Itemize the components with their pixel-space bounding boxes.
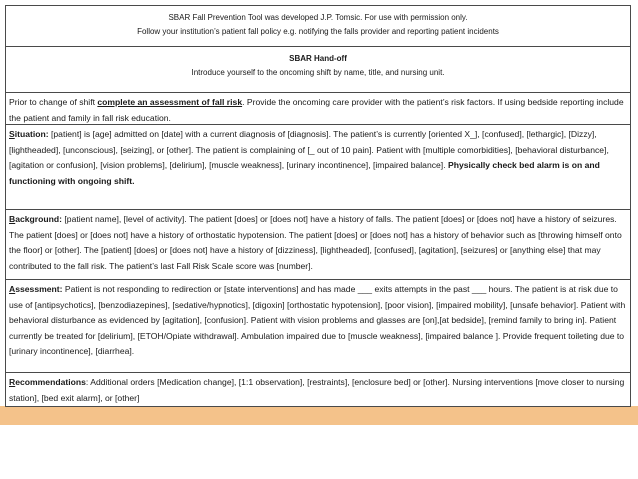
background-label-rest: ackground: bbox=[15, 214, 63, 224]
situation-text: [patient] is [age] admitted on [date] with a current diagnosis of [diagnosis]. The patient’s is currently [oriented X_], [confused], [lethargic], [Dizzy], [lightheaded], [unconscious], [seizing], or [other]. The patient is complaining of [_ out of 10 pain]. Patient with [multiple comorbidities], [behavioral disturbance], [agitation or confusion], [vision problems], [delirium], [muscle weakness], [urinary incontinence], [impaired balance]. bbox=[9, 129, 609, 171]
prior-row bbox=[6, 93, 630, 125]
situation-emphasis: Physically check bed alarm is on and functioning with ongoing shift. bbox=[9, 160, 600, 186]
recommendations-label-initial: R bbox=[9, 377, 16, 387]
recommendations-label-rest: ecommendations bbox=[15, 377, 86, 387]
assessment-text: Patient is not responding to redirection or [state interventions] and has made ___ exits attempts in the past ___ hours. The patient is at risk due to use of [antipsychotics], [benzodiazepines], [sedative/hypnotics], [digoxin] [orthostatic hypotension], [poor vision], [impaired mobility], [unsafe behavior]. Patient with behavioral disturbance as evidenced by [agitation], [confusion]. Patient with vision problems and glasses are [on],[at bedside], [remind family to bring in]. Patient currently be treated for [delirium], [ETOH/Opiate withdrawal]. Ambulation impaired due to [muscle weakness], [impaired balance ]. Provide frequent toileting due to [urinary incontinence], [diarrhea]. bbox=[9, 284, 626, 357]
header-row bbox=[6, 6, 630, 47]
background-row bbox=[6, 210, 630, 280]
assessment-row bbox=[6, 280, 630, 373]
situation-row bbox=[6, 125, 630, 210]
assessment-label-rest: ssessment: bbox=[15, 284, 63, 294]
sbar-table bbox=[5, 5, 631, 407]
prior-lead: Prior to change of shift bbox=[9, 97, 98, 107]
recommendations-text: : Additional orders [Medication change], [1:1 observation], [restraints], [enclosure bed] or [other]. Nursing interventions [move closer to nursing station], [bed exit alarm], or [other] bbox=[9, 377, 625, 403]
accent-bar bbox=[0, 406, 638, 425]
prior-rest: . Provide the oncoming care provider with the patient’s risk factors. If using bedside reporting include the patient and family in fall risk education. bbox=[9, 97, 624, 123]
handoff-title: SBAR Hand-off bbox=[289, 54, 347, 63]
policy-line: Follow your institution’s patient fall policy e.g. notifying the falls provider and reporting patient incidents bbox=[137, 27, 499, 36]
background-label-initial: B bbox=[9, 214, 16, 224]
background-text: [patient name], [level of activity]. The patient [does] or [does not] have a history of falls. The patient [does] or [does not] have a history of seizures. The patient [does] or [does not] have a history of orthostatic hypotension. The patient [does] or [does not] has a history of behavior such as [throwing himself onto the floor] or [other]. The [patient] [does] or [does not] have a history of [dizziness], [lightheaded], [confused], [agitation], [seizures] or [anything else] that may contributed to the fall risk. The patient’s last Fall Risk Scale score was [number]. bbox=[9, 214, 622, 271]
recommendations-row bbox=[6, 373, 630, 406]
situation-label-initial: S bbox=[9, 129, 15, 139]
situation-label-rest: ituation: bbox=[14, 129, 49, 139]
assessment-label-initial: A bbox=[9, 284, 16, 294]
handoff-intro: Introduce yourself to the oncoming shift by name, title, and nursing unit. bbox=[191, 68, 445, 77]
credit-line: SBAR Fall Prevention Tool was developed J.P. Tomsic. For use with permission only. bbox=[168, 13, 468, 22]
prior-emphasis: complete an assessment of fall risk bbox=[97, 97, 243, 107]
handoff-row bbox=[6, 47, 630, 93]
